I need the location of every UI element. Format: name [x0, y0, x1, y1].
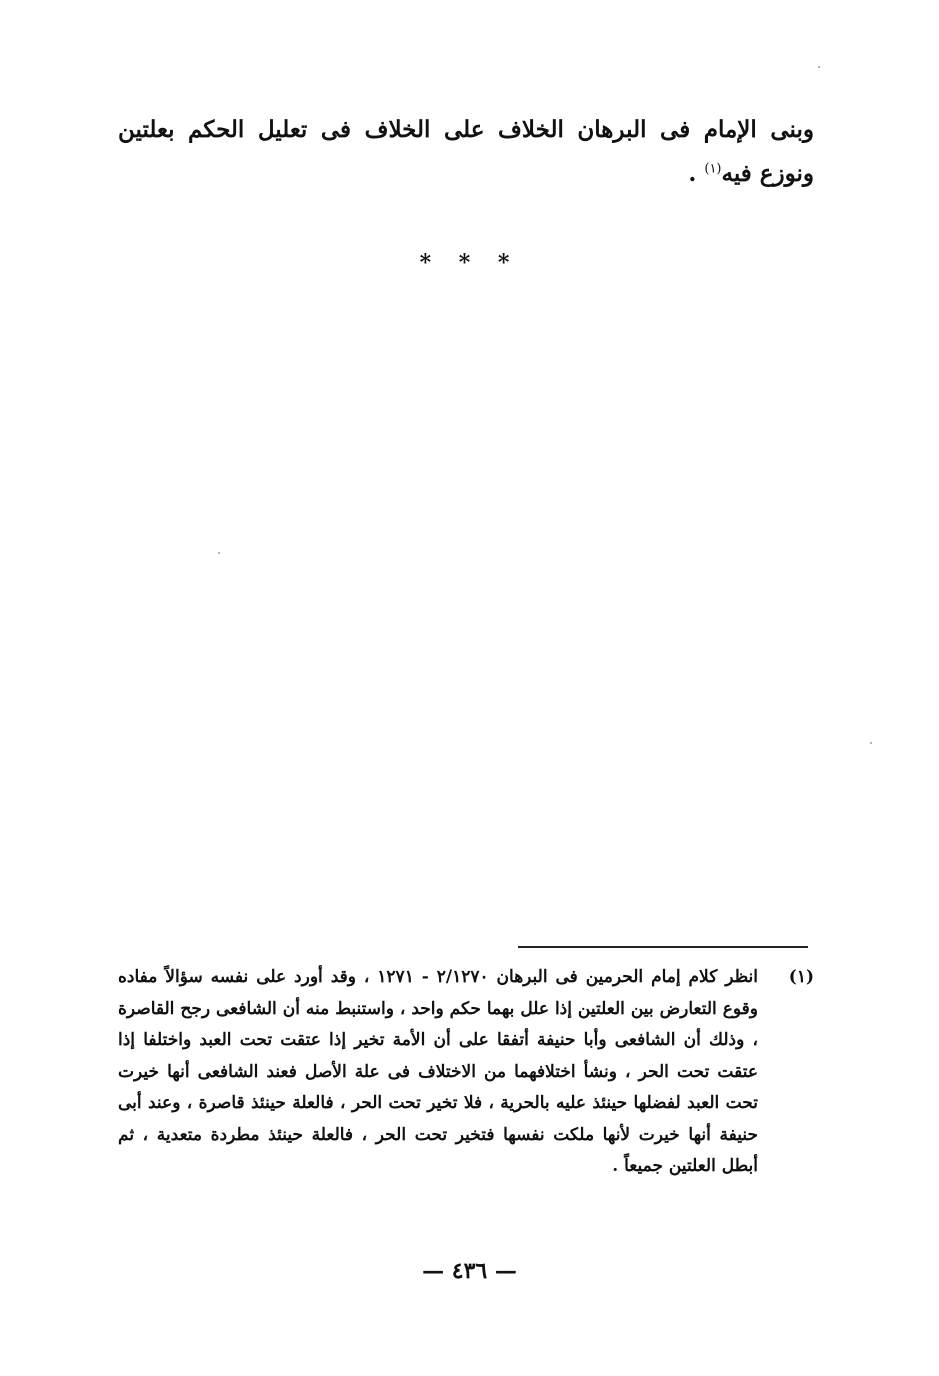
page-number: — ٤٣٦ — — [422, 1258, 517, 1284]
section-separator: * * * — [419, 250, 520, 276]
scan-speck — [818, 66, 820, 68]
body-paragraph — [118, 108, 814, 196]
footnote-text: انظر كلام إمام الحرمين فى البرهان ٢/١٢٧٠ - ١٢٧١ ، وقد أورد على نفسه سؤالاً مفاده وقوع التعارض بين العلتين إذا علل بهما حكم واحد ، واستنبط منه أن الشافعى رجح القاصرة ، وذلك أن الشافعى وأبا حنيفة أتفقا على أن الأمة تخير إذا عتقت تحت العبد واختلفا إذا عتقت تحت الحر ، ونشأ اختلافهما من الاختلاف فى علة الأصل فعند الشافعى أنها خيرت تحت العبد لفضلها حينئذ عليه بالحرية ، فلا تخير تحت الحر ، فالعلة حينئذ قاصرة ، وعند أبى حنيفة أنها خيرت لأنها ملكت نفسها فتخير تحت الحر ، فالعلة حينئذ مطردة متعدية ، ثم أبطل العلتين جميعاً . — [118, 967, 758, 1176]
body-paragraph-end: . — [688, 160, 705, 187]
body-paragraph-text: وبنى الإمام فى البرهان الخلاف على الخلاف فى تعليل الحكم بعلتين ونوزع فيه — [118, 116, 814, 187]
scan-speck — [870, 742, 872, 744]
footnote — [118, 962, 814, 1183]
footnote-divider — [518, 946, 808, 948]
footnote-reference: (١) — [704, 161, 722, 177]
footnote-number: (١) — [788, 967, 814, 987]
scan-speck — [218, 552, 220, 554]
